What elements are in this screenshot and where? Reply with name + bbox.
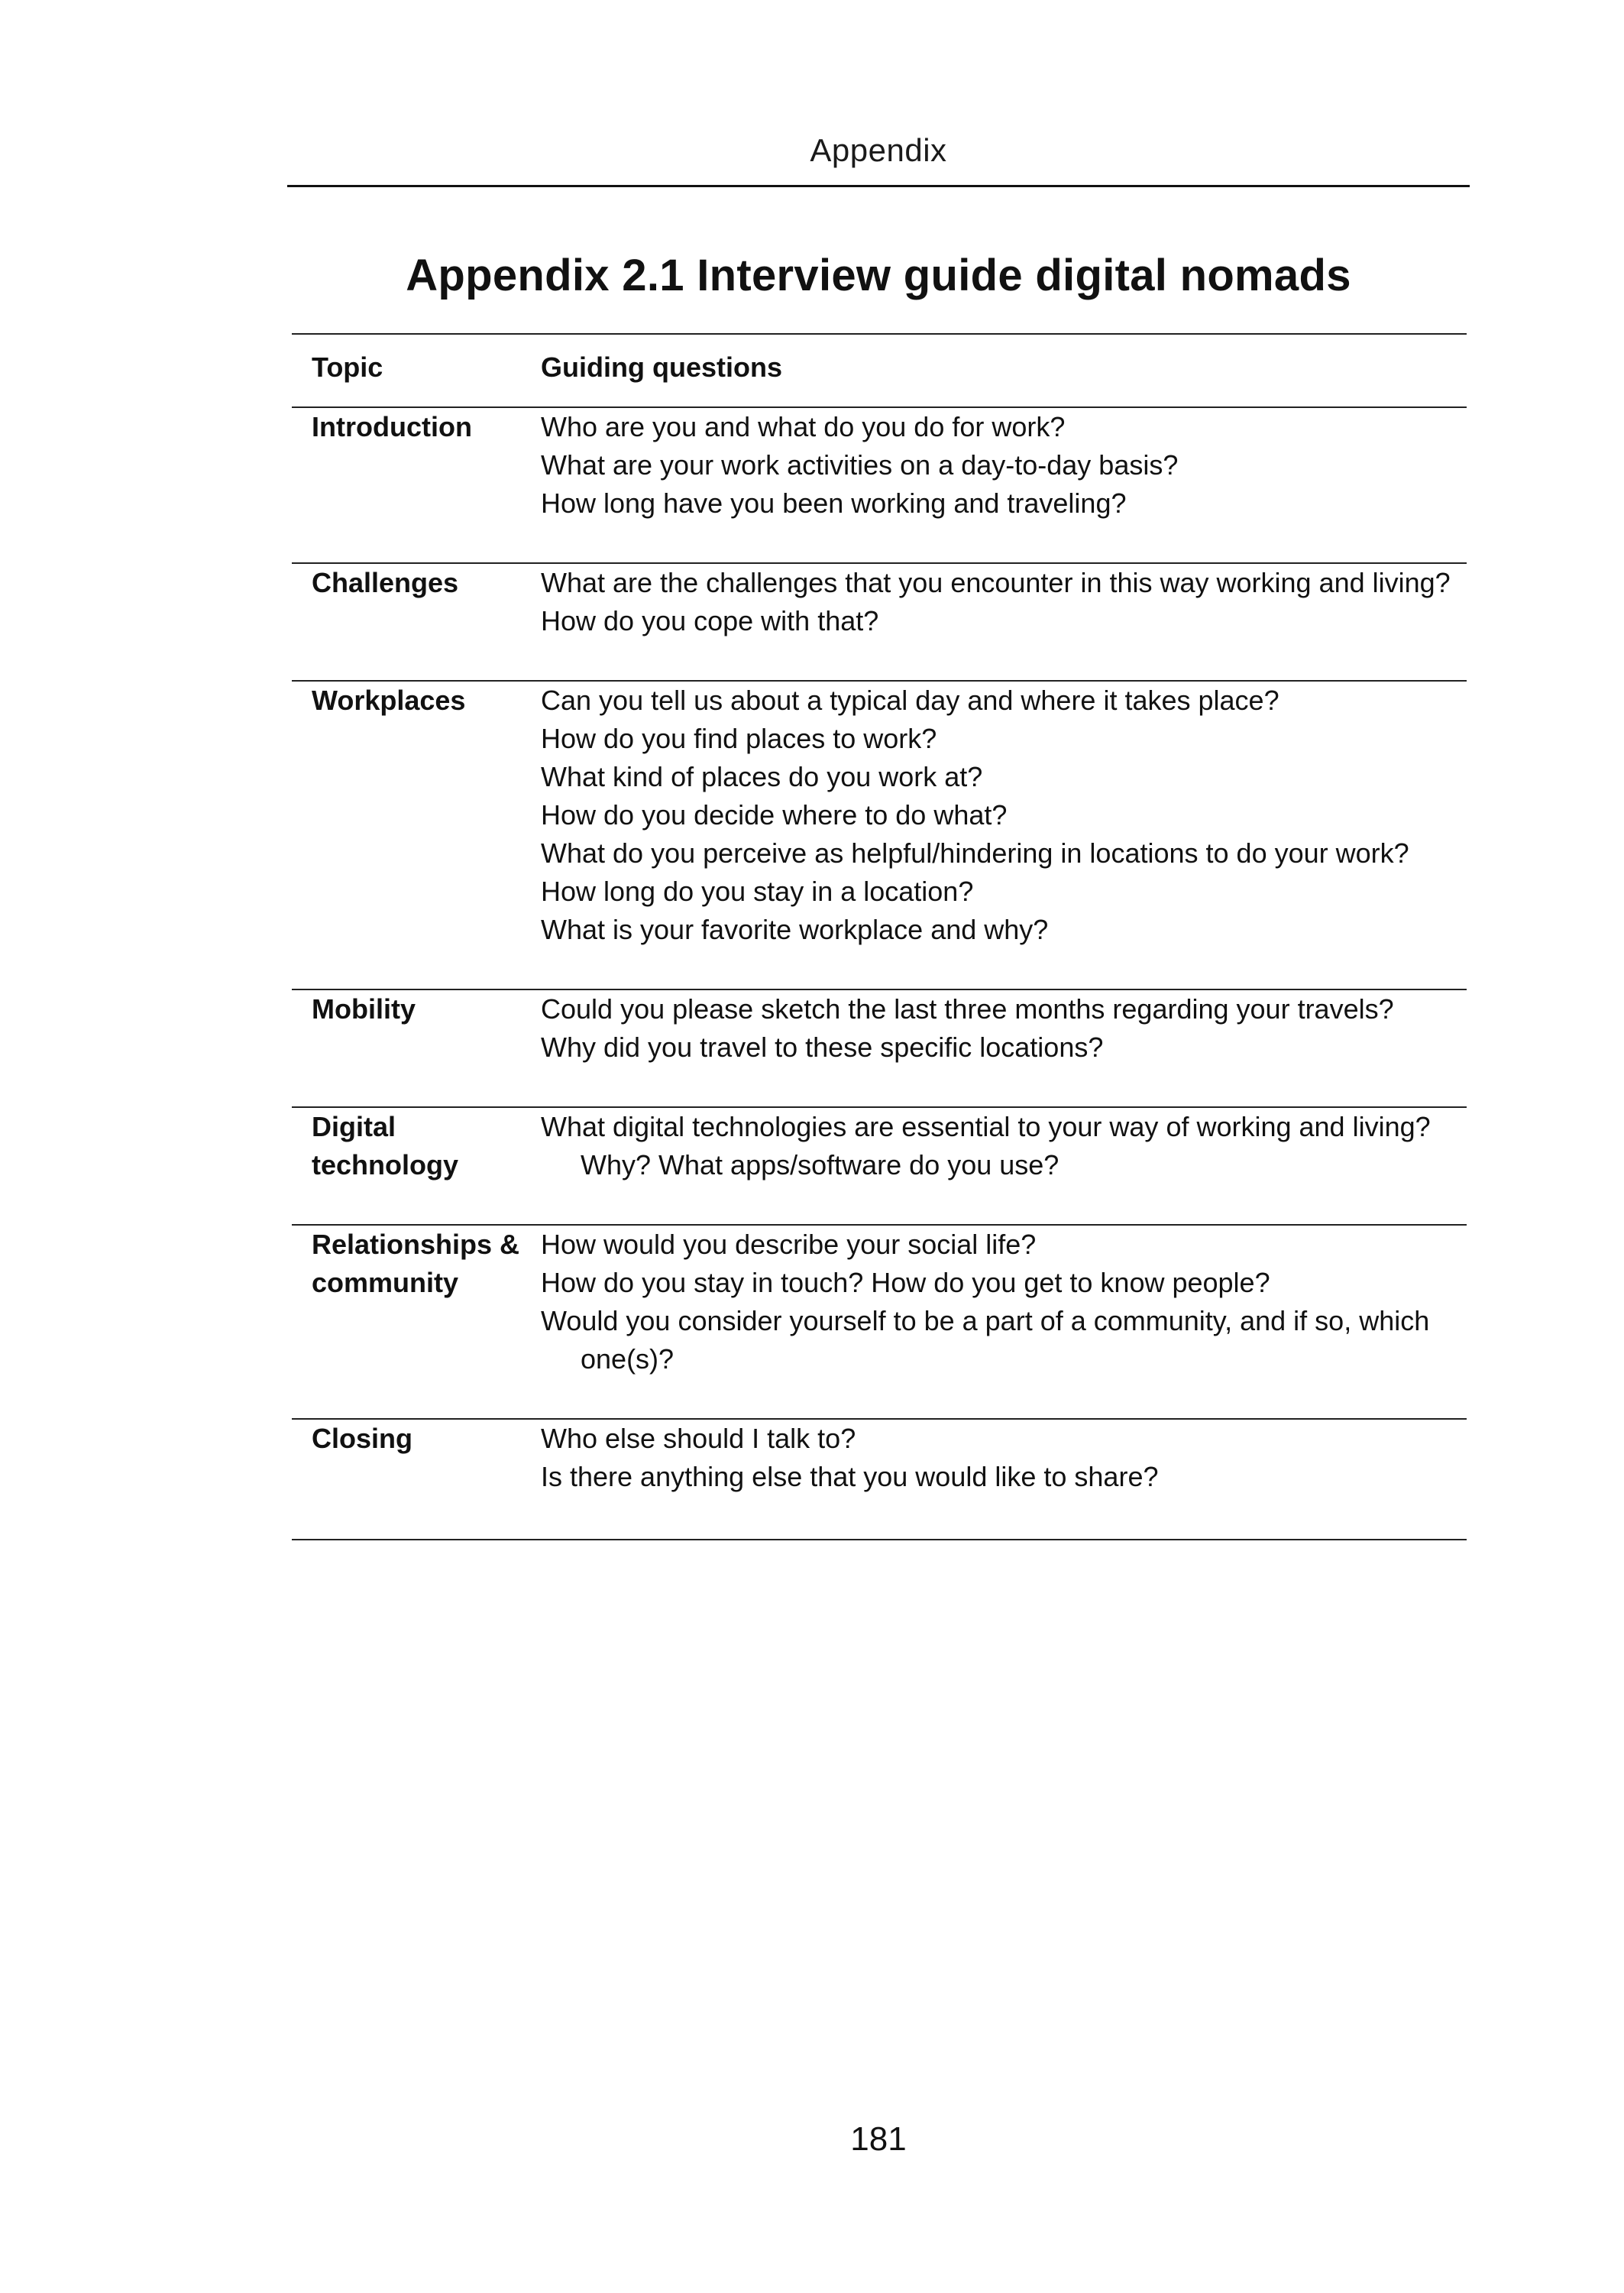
question: How do you stay in touch? How do you get to know people? (541, 1267, 1270, 1298)
topic-cell: Digital technology (292, 1107, 541, 1225)
questions-cell (541, 563, 1467, 681)
question: What do you perceive as helpful/hindering in locations to do your work? (541, 837, 1409, 869)
questions-cell (541, 1419, 1467, 1540)
question: How do you cope with that? (541, 605, 879, 636)
topic-cell: Workplaces (292, 681, 541, 989)
questions-cell (541, 989, 1467, 1107)
question: How long have you been working and traveling? (541, 487, 1127, 519)
topic-cell: Closing (292, 1419, 541, 1540)
questions-cell (541, 1107, 1467, 1225)
question: How do you find places to work? (541, 723, 937, 754)
table-row (292, 1419, 1467, 1540)
topic-cell: Relationships & community (292, 1225, 541, 1419)
question: How would you describe your social life? (541, 1229, 1037, 1260)
question: Could you please sketch the last three months regarding your travels? (541, 993, 1394, 1025)
column-header-questions: Guiding questions (541, 334, 1467, 407)
question: Who else should I talk to? (541, 1423, 856, 1454)
table-row (292, 1225, 1467, 1419)
table-row (292, 407, 1467, 563)
question: How long do you stay in a location? (541, 876, 974, 907)
table-row (292, 681, 1467, 989)
column-header-topic: Topic (292, 334, 541, 407)
questions-cell (541, 407, 1467, 563)
question: Would you consider yourself to be a part of a community, and if so, which one(s)? (541, 1305, 1430, 1375)
page-number: 181 (850, 2120, 907, 2158)
running-head: Appendix (810, 132, 947, 168)
question: What kind of places do you work at? (541, 761, 983, 792)
topic-cell: Mobility (292, 989, 541, 1107)
question: What are your work activities on a day-to-day basis? (541, 449, 1179, 481)
table-row (292, 989, 1467, 1107)
table-row (292, 563, 1467, 681)
question: Can you tell us about a typical day and where it takes place? (541, 685, 1279, 716)
question: Who are you and what do you do for work? (541, 411, 1066, 442)
table-header-row (292, 334, 1467, 407)
header-rule (287, 185, 1470, 187)
questions-cell (541, 1225, 1467, 1419)
topic-cell: Introduction (292, 407, 541, 563)
table-row (292, 1107, 1467, 1225)
questions-cell (541, 681, 1467, 989)
question: Why did you travel to these specific locations? (541, 1032, 1104, 1063)
question: Is there anything else that you would like to share? (541, 1461, 1159, 1492)
interview-guide-table (292, 333, 1467, 1540)
question: What digital technologies are essential to your way of working and living? Why? What apps/software do you use? (541, 1111, 1431, 1181)
topic-cell: Challenges (292, 563, 541, 681)
page-title: Appendix 2.1 Interview guide digital nomads (406, 250, 1351, 300)
question: What is your favorite workplace and why? (541, 914, 1049, 945)
question: What are the challenges that you encounter in this way working and living? (541, 567, 1451, 598)
question: How do you decide where to do what? (541, 799, 1008, 831)
